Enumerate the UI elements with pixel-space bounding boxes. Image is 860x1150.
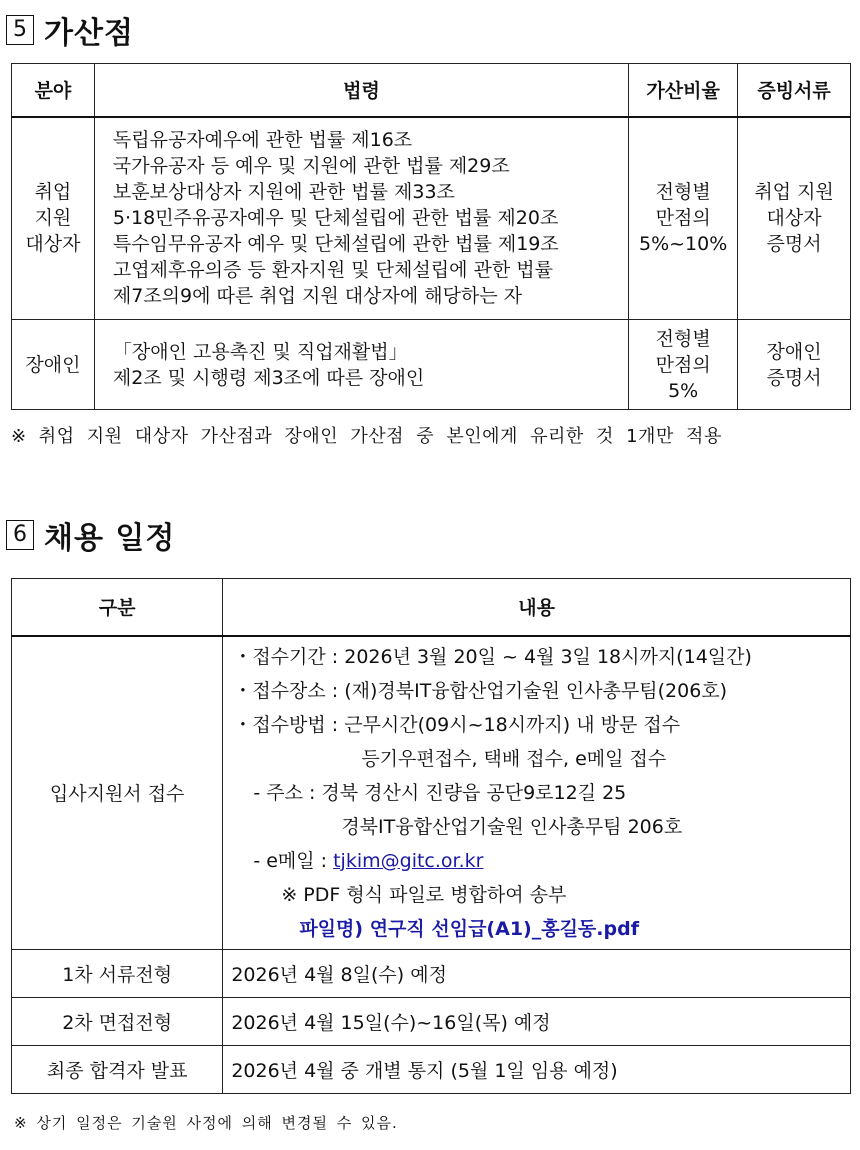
row-content: 2026년 4월 15일(수)~16일(목) 예정: [223, 998, 851, 1046]
field-cell: 장애인: [12, 320, 95, 410]
email-link[interactable]: tjkim@gitc.or.kr: [333, 849, 484, 872]
receipt-method-cont: 등기우편접수, 택배 접수, e메일 접수: [361, 747, 667, 770]
address-line-cont: 경북IT융합산업기술원 인사총무팀 206호: [341, 815, 683, 838]
pdf-note: ※ PDF 형식 파일로 병합하여 송부: [281, 883, 567, 906]
header-law: 법령: [94, 64, 628, 117]
header-category: 구분: [12, 579, 223, 636]
section5-title: 가산점: [44, 16, 134, 51]
docs-cell: 취업 지원 대상자 증명서: [738, 117, 851, 320]
row-content: 2026년 4월 8일(수) 예정: [223, 950, 851, 998]
header-docs: 증빙서류: [738, 64, 851, 117]
header-ratio: 가산비율: [629, 64, 738, 117]
table-row: [12, 998, 851, 1046]
table-row: [12, 117, 851, 320]
docs-cell: 장애인 증명서: [738, 320, 851, 410]
section5-number: 5: [6, 15, 34, 45]
schedule-note: ※ 상기 일정은 기술원 사정에 의해 변경될 수 있음.: [14, 1114, 398, 1132]
receipt-content: [223, 636, 851, 950]
email-line: - e메일 : tjkim@gitc.or.kr: [253, 849, 484, 872]
bonus-note: ※ 취업 지원 대상자 가산점과 장애인 가산점 중 본인에게 유리한 것 1개만 적용: [11, 426, 722, 447]
field-cell: 취업 지원 대상자: [12, 117, 95, 320]
table-row: [12, 1046, 851, 1094]
header-field: 분야: [12, 64, 95, 117]
address-line: - 주소 : 경북 경산시 진량읍 공단9로12길 25: [253, 781, 627, 804]
table-row: [12, 320, 851, 410]
law-cell: 독립유공자예우에 관한 법률 제16조 국가유공자 등 예우 및 지원에 관한 법률 제29조 보훈보상대상자 지원에 관한 법률 제33조 5·18민주유공자예우 및 단체설립에 관한 법률 제20조 특수임무유공자 예우 및 단체설립에 관한 법률 제19조 고엽제후유의증 등 환자지원 및 단체설립에 관한 법률 제7조의9에 따른 취업 지원 대상자에 해당하는 자: [94, 117, 628, 320]
table-row: [12, 950, 851, 998]
table-row: [12, 636, 851, 950]
header-content: 내용: [223, 579, 851, 636]
row-label: 1차 서류전형: [12, 950, 223, 998]
section6-heading: [6, 513, 175, 557]
row-label: 최종 합격자 발표: [12, 1046, 223, 1094]
receipt-method: ・접수방법 : 근무시간(09시~18시까지) 내 방문 접수: [233, 713, 681, 736]
bonus-points-table: [11, 63, 851, 410]
schedule-table: [11, 578, 851, 1094]
section5-heading: [6, 8, 134, 52]
ratio-cell: 전형별 만점의 5%~10%: [629, 117, 738, 320]
receipt-label: 입사지원서 접수: [12, 636, 223, 950]
receipt-place: ・접수장소 : (재)경북IT융합산업기술원 인사총무팀(206호): [233, 679, 728, 702]
receipt-period: ・접수기간 : 2026년 3월 20일 ~ 4월 3일 18시까지(14일간): [233, 645, 752, 668]
row-content: 2026년 4월 중 개별 통지 (5월 1일 임용 예정): [223, 1046, 851, 1094]
section6-title: 채용 일정: [44, 521, 176, 556]
section6-number: 6: [6, 520, 34, 550]
filename-example: 파일명) 연구직 선임급(A1)_홍길동.pdf: [299, 917, 639, 940]
ratio-cell: 전형별 만점의 5%: [629, 320, 738, 410]
row-label: 2차 면접전형: [12, 998, 223, 1046]
law-cell: 「장애인 고용촉진 및 직업재활법」 제2조 및 시행령 제3조에 따른 장애인: [94, 320, 628, 410]
